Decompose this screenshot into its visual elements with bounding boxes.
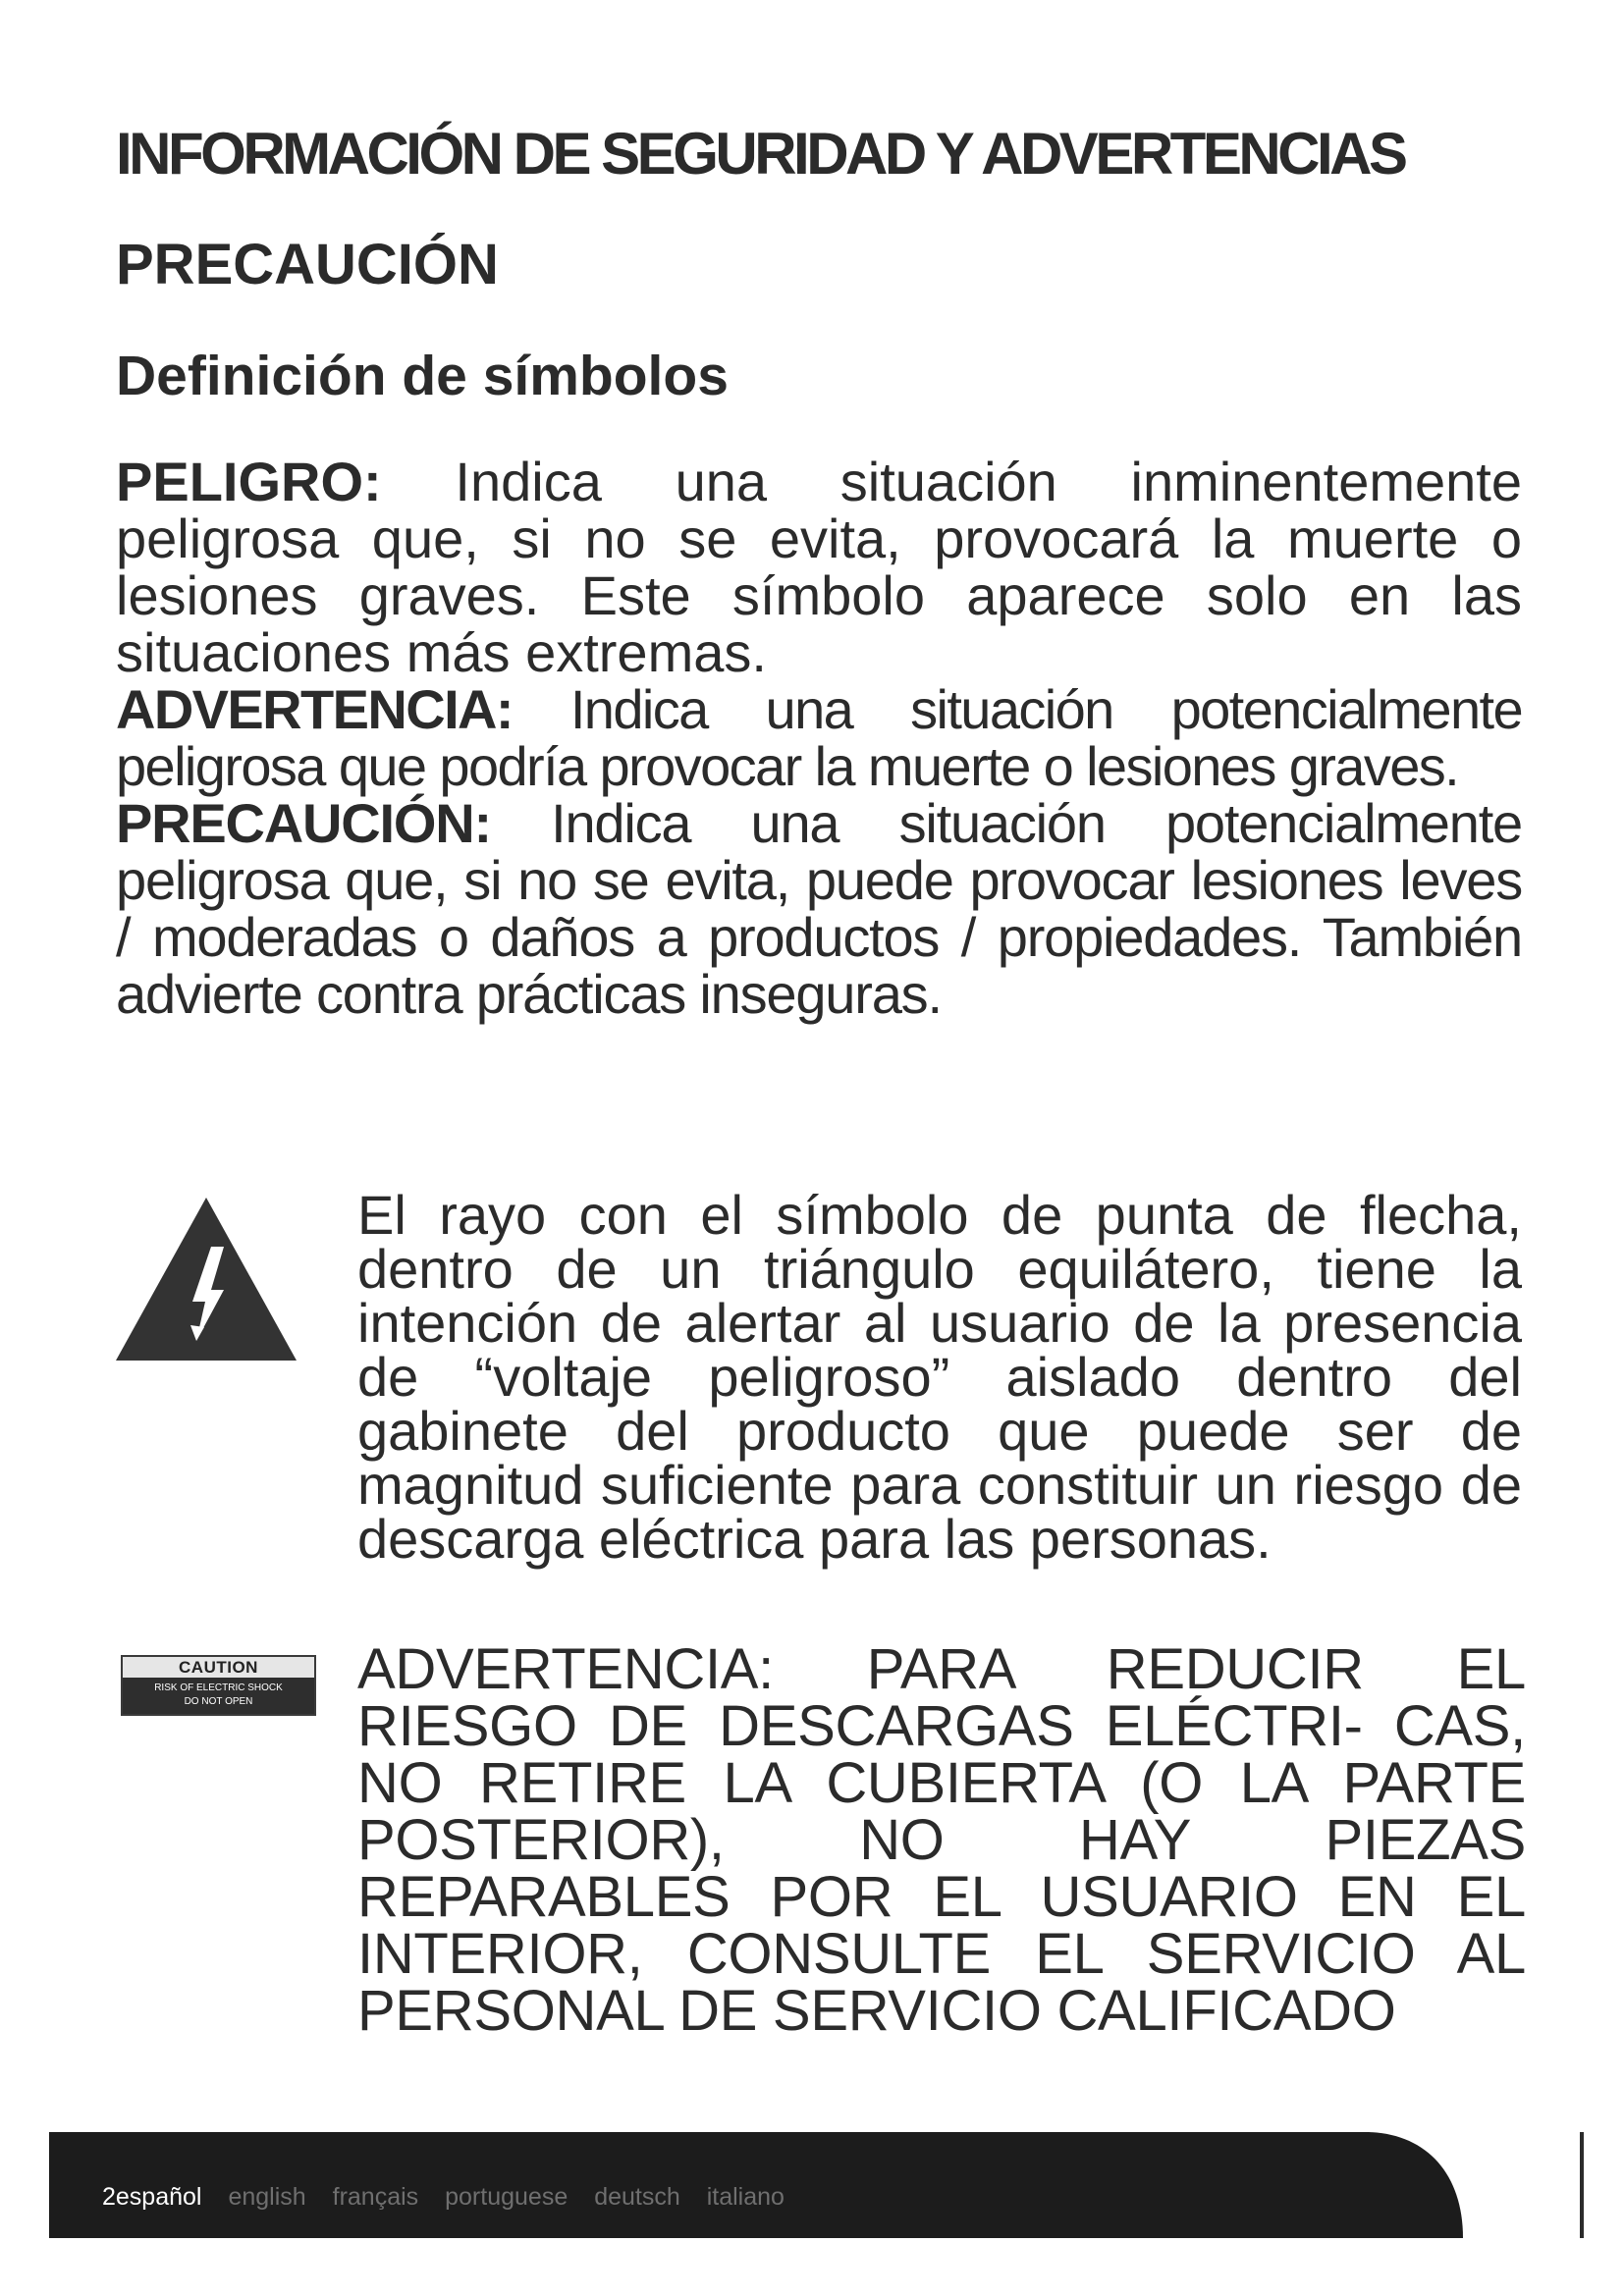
page-edge-marker: [1580, 2132, 1584, 2238]
footer-bar: [49, 2132, 1463, 2238]
language-link[interactable]: italiano: [706, 2183, 785, 2211]
definition-text: Indica una situación potencialmente peligrosa que podría provocar la muerte o lesiones graves.: [116, 678, 1522, 797]
language-link[interactable]: français: [332, 2183, 419, 2211]
symbol-definitions: [116, 451, 1522, 1025]
definition-keyword: PELIGRO:: [116, 451, 382, 512]
language-link[interactable]: deutsch: [594, 2183, 680, 2211]
page-number: 2: [102, 2183, 116, 2211]
definition-text: Indica una situación inminentemente peligrosa que, si no se evita, provocará la muerte o lesiones graves. Este símbolo aparece solo en las situaciones más extremas.: [116, 451, 1522, 683]
subsection-heading: Definición de símbolos: [116, 345, 729, 407]
electric-shock-warning-icon: [114, 1196, 298, 1362]
definition-keyword: ADVERTENCIA:: [116, 678, 513, 740]
page-title: INFORMACIÓN DE SEGURIDAD Y ADVERTENCIAS: [116, 121, 1405, 187]
definition-keyword: PRECAUCIÓN:: [116, 792, 491, 854]
language-link-active[interactable]: español: [115, 2183, 202, 2211]
section-heading: PRECAUCIÓN: [116, 233, 499, 296]
caution-warning-text: ADVERTENCIA: PARA REDUCIR EL RIESGO DE DESCARGAS ELÉCTRI- CAS, NO RETIRE LA CUBIERTA (O LA PARTE POSTERIOR), NO HAY PIEZAS REPARABLES POR EL USUARIO EN EL INTERIOR, CONSULTE EL SERVICIO AL PERSONAL DE SERVICIO CALIFICADO: [357, 1637, 1526, 2043]
caution-label-line: DO NOT OPEN: [184, 1696, 253, 1707]
definition-caution: [116, 792, 1522, 1025]
footer-language-nav: [102, 2183, 785, 2212]
lightning-symbol-description: El rayo con el símbolo de punta de flecha, dentro de un triángulo equilátero, tiene la intención de alertar al usuario de la presencia de “voltaje peligroso” aislado dentro del gabinete del producto que puede ser de magnitud suficiente para constituir un riesgo de descarga eléctrica para las personas.: [357, 1184, 1522, 1570]
definition-danger: [116, 451, 1522, 683]
language-link[interactable]: english: [228, 2183, 306, 2211]
definition-warning: [116, 678, 1522, 797]
caution-label-icon: [121, 1655, 316, 1716]
language-link[interactable]: portuguese: [445, 2183, 568, 2211]
definition-text: Indica una situación potencialmente peligrosa que, si no se evita, puede provocar lesiones leves / moderadas o daños a productos / propiedades. También advierte contra prácticas inseguras.: [116, 792, 1522, 1025]
caution-label-body: [123, 1678, 314, 1714]
caution-label-title: CAUTION: [123, 1657, 314, 1678]
caution-label-line: RISK OF ELECTRIC SHOCK: [154, 1682, 283, 1693]
